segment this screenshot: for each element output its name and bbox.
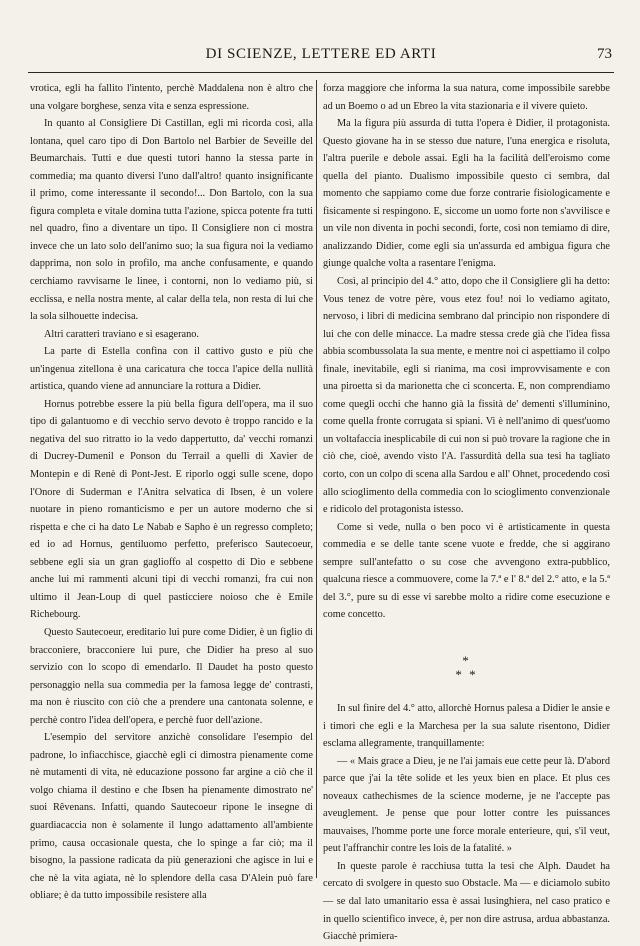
column-divider <box>316 80 317 878</box>
left-column <box>30 80 313 905</box>
paragraph: In sul finire del 4.° atto, allorchè Hornus palesa a Didier le ansie e i timori che egli e la Marchesa per la sua salute risentono, Didier esclama allegramente, tranquillamente: <box>323 702 610 750</box>
asterism-line: * <box>462 652 471 668</box>
paragraph: In queste parole è racchiusa tutta la tesi che Alph. Daudet ha cercato di svolgere in questo suo Obstacle. Ma — e diciamolo subito — se dal lato umanitario essa è assai lusinghiera, nel caso pratico e in quello scientifico invece, è, per non dire astrusa, ardua abbastanza. Giacchè primiera- <box>323 860 610 943</box>
paragraph: forza maggiore che informa la sua natura, come impossibile sarebbe ad un Boemo o ad un Ebreo la vita stazionaria e il vivere quieto. <box>323 83 610 112</box>
page-header <box>30 46 612 68</box>
paragraph: Hornus potrebbe essere la più bella figura dell'opera, ma il suo tipo di galantuomo e di vecchio servo devoto è troppo rancido e la negativa del suo ritratto io la vedo dappertutto, da' vecchi romanzi di Ducrey-Dumenil e Ponson du Terrail a quelli di Xavier de Montepin e di Renè di Pont-Jest. E riporlo oggi sulle scene, dopo l'Onore di Suderman e l'Anitra selvatica di Ibsen, è un volere nuotare in pieno romanticismo e per un autore moderno che si rispetta e che ci ha dato Le Nabab e Sapho è un regresso completo; ed io ad Hornus, gentiluomo perfetto, preferisco Sautecoeur, sebbene egli sia un gran gaglioffo al cospetto di Dio e sebbene anche lui mi rammenti alcuni tipi di vecchi romanzi, fra cui non ultimo il Jean-Loup di quel pasticciere noioso che è Emile Richebourg. <box>30 398 313 621</box>
section-break-asterism <box>323 654 610 682</box>
paragraph: Questo Sautecoeur, ereditario lui pure come Didier, è un figlio di bracconiere, bracconiere lui pure, che Didier ha preso al suo servizio con lo scopo di emendarlo. Il Daudet ha posto questo personaggio nella sua commedia per la famosa legge de' contrasti, ma non è riuscito con ciò che a prendere una cantonata solenne, e perchè contro l'idea dell'opera, e perchè fuor dell'azione. <box>30 626 313 726</box>
paragraph: Ma la figura più assurda di tutta l'opera è Didier, il protagonista. Questo giovane ha in se stesso due nature, l'una energica e risoluta, l'altra puerile e debole assai. Egli ha la facilità dell'eroismo come quella del pianto. Dualismo impossibile questo ci sembra, dal momento che sappiamo come due forze contrarie fisiologicamente e fisicamente si respingono. E, siccome un uomo forte non s'avvilisce e un vile non diventa in pochi secondi, forte, così non temiamo di dire, analizzando Didier, come egli sia un'assurda ed ambigua figura che giunge qualche volta a rasentare l'enigma. <box>323 118 610 270</box>
paragraph: Come si vede, nulla o ben poco vi è artisticamente in questa commedia e se delle tante scene vuote e fredde, che si aggirano sempre sull'antefatto o su cose che avvengono extra-pubblico, qualcuna riesce a commuovere, come la 7.ª e l' 8.ª del 2.° atto, e la 5.ª del 3.°, pure su di esse vi sarebbe molto a ridire come esecuzione e come concetto. <box>323 521 610 621</box>
paragraph: In quanto al Consigliere Di Castillan, egli mi ricorda così, alla lontana, quel caro tipo di Don Bartolo nel Barbier de Seveille del Beumarchais. Tutti e due questi tutori hanno la stessa parte in commedia; ma quanto diversi l'uno dall'altro! quanto insignificante il primo, come interessante il secondo!... Don Bartolo, con la sua figura completa e vitale domina tutta l'azione, spicca potente fra tutti nel quadro, fino a diventare un tipo. Il Consigliere non ci mostra invece che un lato solo dell'animo suo; la sua figura noi la vediamo dapprima, non solo in profilo, ma anche confusamente, e quando cerchiamo ravvisarne le linee, i contorni, non lo vediamo più, si ecclissa, e nella nostra mente, al calar della tela, non resta di lui che la sola silhouette indecisa. <box>30 118 313 323</box>
paragraph: Altri caratteri traviano e si esagerano. <box>44 328 199 340</box>
running-title: DI SCIENZE, LETTERE ED ARTI <box>205 46 437 62</box>
right-column <box>323 80 610 946</box>
page-number: 73 <box>597 46 612 62</box>
paragraph: — « Mais grace a Dieu, je ne l'ai jamais eue cette peur là. D'abord parce que j'ai la tête solide et les yeux bien en place. Et plus ces noveaux cathechismes de la science moderne, je ne l'accepte pas aveuglement. Je pense que pour lotter contre les puissances mauvaises, l'homme porte une force morale enterieure, qui, s'il veut, peut l'affranchir contre les lois de la fatalité. » <box>323 755 610 855</box>
paragraph: L'esempio del servitore anzichè consolidare l'esempio del padrone, lo infiacchisce, giacchè egli ci dimostra pienamente come nè mutamenti di vita, nè educazione possono far argine a ciò che il volgo chiama il destino e che Ibsen ha pienamente dimostrato ne' suoi Rêvenans. Infatti, quando Sautecoeur ripone le insegne di guardiacaccia non è solamente il lungo adattamento all'ambiente primo, causa occasionale questa, che lo spinge a far ciò; ma il bisogno, la passione radicata da più generazioni che agisce in lui e che nè la vita agiata, nè lo splendore della casa D'Alein può fare obliare; è da tutto impossibile resistere alla <box>30 732 313 902</box>
paragraph: Così, al principio del 4.° atto, dopo che il Consigliere gli ha detto: Vous tenez de votre père, vous etez fou! noi lo vediamo agitato, nervoso, i libri di medicina sembrano dal principio non rispondere di lui che con delle minacce. La madre stessa crede già che l'idea fissa abbia scombussolata la sua mente, e mentre noi ci aspettiamo il colpo finale, inevitabile, egli si rianima, ma così improvvisamente e con una piroetta sì da marionetta che ci sconcerta. E, non comprendiamo come quegli occhi che hanno già la fissità de' dementi s'illuminino, come quella fronte corrugata si spiani. Vi è nell'animo di quest'uomo un voltafaccia inesplicabile di cui non si può trovare la ragione che in ciò che, cioè, avendo visto l'A. l'assurdità della sua tesi ha tagliato corto, con un colpo di scena alla Sardou e all' Ohnet, procedendo così allo scioglimento della commedia con lo scioglimento convenzionale e ridicolo del protagonista istesso. <box>323 276 610 516</box>
paragraph: vrotica, egli ha fallito l'intento, perchè Maddalena non è altro che una volgare borghese, senza vita e senza espressione. <box>30 83 313 112</box>
asterism-line: * * <box>455 666 478 682</box>
paragraph: La parte di Estella confina con il cattivo gusto e più che un'ingenua zitellona è una caricatura che tocca l'apice della nullità artistica, quando viene ad annunciare la rottura a Didier. <box>30 346 313 393</box>
header-rule <box>28 72 614 73</box>
